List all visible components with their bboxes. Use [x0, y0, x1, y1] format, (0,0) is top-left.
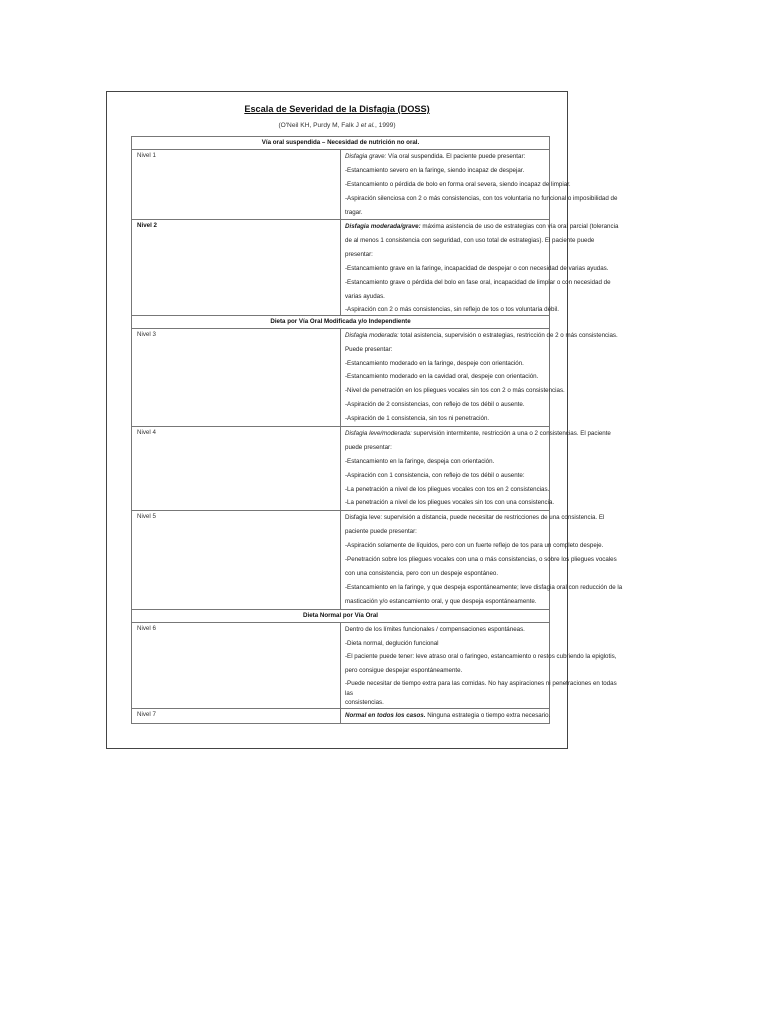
level-text: Puede presentar: — [345, 345, 393, 353]
level-label: Nivel 4 — [132, 427, 341, 511]
level-text: -Aspiración silenciosa con 2 o más consistencias, con tos voluntaria no funcional o imposibilidad de — [345, 194, 618, 202]
level-label: Nivel 5 — [132, 511, 341, 609]
level-text: varias ayudas. — [345, 292, 385, 300]
level-text: de al menos 1 consistencia con seguridad, con uso total de estrategias). El paciente puede — [345, 237, 595, 245]
level-label: Nivel 2 — [132, 220, 341, 315]
level-text: máxima asistencia de uso de estrategias con vía oral parcial (tolerancia — [420, 223, 619, 231]
level-lead: Normal en todos los casos. — [345, 712, 426, 720]
level-text: -Estancamiento moderado en la cavidad oral, despeje con orientación. — [345, 373, 539, 381]
level-text: -Nivel de penetración en los pliegues vocales sin tos con 2 o más consistencias. — [345, 387, 565, 395]
level-row — [132, 328, 550, 426]
level-lead: Disfagia moderada: — [345, 331, 399, 339]
level-text: presentar: — [345, 251, 373, 259]
level-text: -Aspiración de 2 consistencias, con reflejo de tos débil o ausente. — [345, 401, 525, 409]
citation-authors: (O'Neil KH, Purdy M, Falk J — [278, 122, 361, 129]
level-text: -La penetración a nivel de los pliegues vocales sin tos con una consistencia. — [345, 499, 555, 507]
section-header-no-oral: Vía oral suspendida – Necesidad de nutrición no oral. — [132, 137, 550, 150]
level-text: -Penetración sobre los pliegues vocales con una o más consistencias, o sobre los pliegues vocales — [345, 556, 617, 564]
level-description — [341, 427, 611, 511]
level-text: pero consigue despejar espontáneamente. — [345, 667, 463, 675]
level-text: -Puede necesitar de tiempo extra para las comidas. No hay aspiraciones ni penetraciones en todas — [345, 680, 617, 688]
level-text: las — [345, 690, 353, 698]
level-text: consistencias. — [345, 699, 384, 707]
level-lead: Disfagia grave: — [345, 153, 387, 160]
section-row — [132, 315, 550, 328]
level-text: -Estancamiento grave o pérdida del bolo en fase oral, incapacidad de limpiar o con necesidad de — [345, 279, 611, 287]
level-lead: Disfagia leve/moderada: — [345, 430, 412, 438]
citation-year: , 1999) — [375, 122, 396, 129]
level-text: -El paciente puede tener: leve atraso oral o faringeo, estancamiento o restos cubriendo la epiglotis, — [345, 653, 617, 661]
section-header-modified: Dieta por Vía Oral Modificada y/o Independiente — [132, 315, 550, 328]
level-text: -Aspiración de 1 consistencia, sin tos ni penetración. — [345, 415, 490, 423]
document-title: Escala de Severidad de la Disfagia (DOSS) — [244, 104, 430, 114]
section-row — [132, 609, 550, 622]
citation-etal: et al. — [360, 122, 375, 129]
document-page — [106, 91, 623, 749]
level-text: -Estancamiento grave en la faringe, incapacidad de despejar o con necesidad de varias ayudas. — [345, 265, 609, 273]
level-text: -Aspiración con 2 o más consistencias, sin reflejo de tos o tos voluntaria débil. — [345, 305, 559, 313]
level-text: Disfagia leve: supervisión a distancia, puede necesitar de restricciones de una consistencia. El — [345, 514, 605, 522]
level-text: total asistencia, supervisión o estrategias, restricción de 2 o más consistencias. — [398, 331, 618, 339]
level-text: -Dieta normal, deglución funcional — [345, 639, 439, 647]
level-label: Nivel 6 — [132, 622, 341, 709]
level-text: -Estancamiento moderado en la faringe, despeje con orientación. — [345, 359, 524, 367]
section-row — [132, 137, 550, 150]
level-lead: Disfagia moderada/grave: — [345, 223, 421, 231]
level-description — [341, 220, 619, 315]
level-text: -Aspiración solamente de líquidos, pero con un fuerte reflejo de tos para un completo despeje. — [345, 542, 604, 550]
level-text: -Estancamiento en la faringe, despeja con orientación. — [345, 457, 495, 465]
level-text: -Estancamiento severo en la faringe, siendo incapaz de despejar. — [345, 166, 525, 174]
level-description — [341, 511, 623, 609]
citation — [107, 122, 567, 129]
level-text: masticación y/o estancamiento oral, y que despeja espontáneamente. — [345, 597, 537, 605]
section-header-normal: Dieta Normal por Vía Oral — [132, 609, 550, 622]
level-text: -La penetración a nivel de los pliegues vocales con tos en 2 consistencias. — [345, 485, 550, 493]
level-label: Nivel 7 — [132, 709, 341, 724]
level-row — [132, 150, 550, 220]
doss-table — [131, 136, 623, 724]
level-description — [341, 709, 550, 724]
level-row — [132, 427, 550, 511]
level-row — [132, 220, 550, 315]
level-text: Dentro de los límites funcionales / compensaciones espontáneas. — [345, 625, 525, 633]
level-text: Vía oral suspendida. El paciente puede presentar: — [386, 153, 526, 160]
level-text: tragar. — [345, 208, 363, 216]
level-text: paciente puede presentar: — [345, 528, 417, 536]
level-label: Nivel 1 — [132, 150, 341, 220]
level-text: -Estancamiento en la faringe, y que despeja espontáneamente; leve disfagia oral con reducción de la — [345, 583, 623, 591]
level-description — [341, 328, 618, 426]
level-row — [132, 622, 550, 709]
level-row — [132, 709, 550, 724]
level-text: puede presentar: — [345, 443, 392, 451]
level-text: -Estancamiento o pérdida de bolo en forma oral severa, siendo incapaz de limpiar. — [345, 180, 571, 188]
level-text: con una consistencia, pero con un despeje espontáneo. — [345, 569, 499, 577]
level-text: Ninguna estrategia o tiempo extra necesario. — [425, 712, 551, 720]
level-text: -Aspiración con 1 consistencia, con reflejo de tos débil o ausente: — [345, 471, 525, 479]
level-description — [341, 622, 617, 709]
level-row — [132, 511, 550, 609]
level-text: supervisión intermitente, restricción a una o 2 consistencias. El paciente — [411, 430, 611, 438]
level-label: Nivel 3 — [132, 328, 341, 426]
level-description — [341, 150, 618, 220]
